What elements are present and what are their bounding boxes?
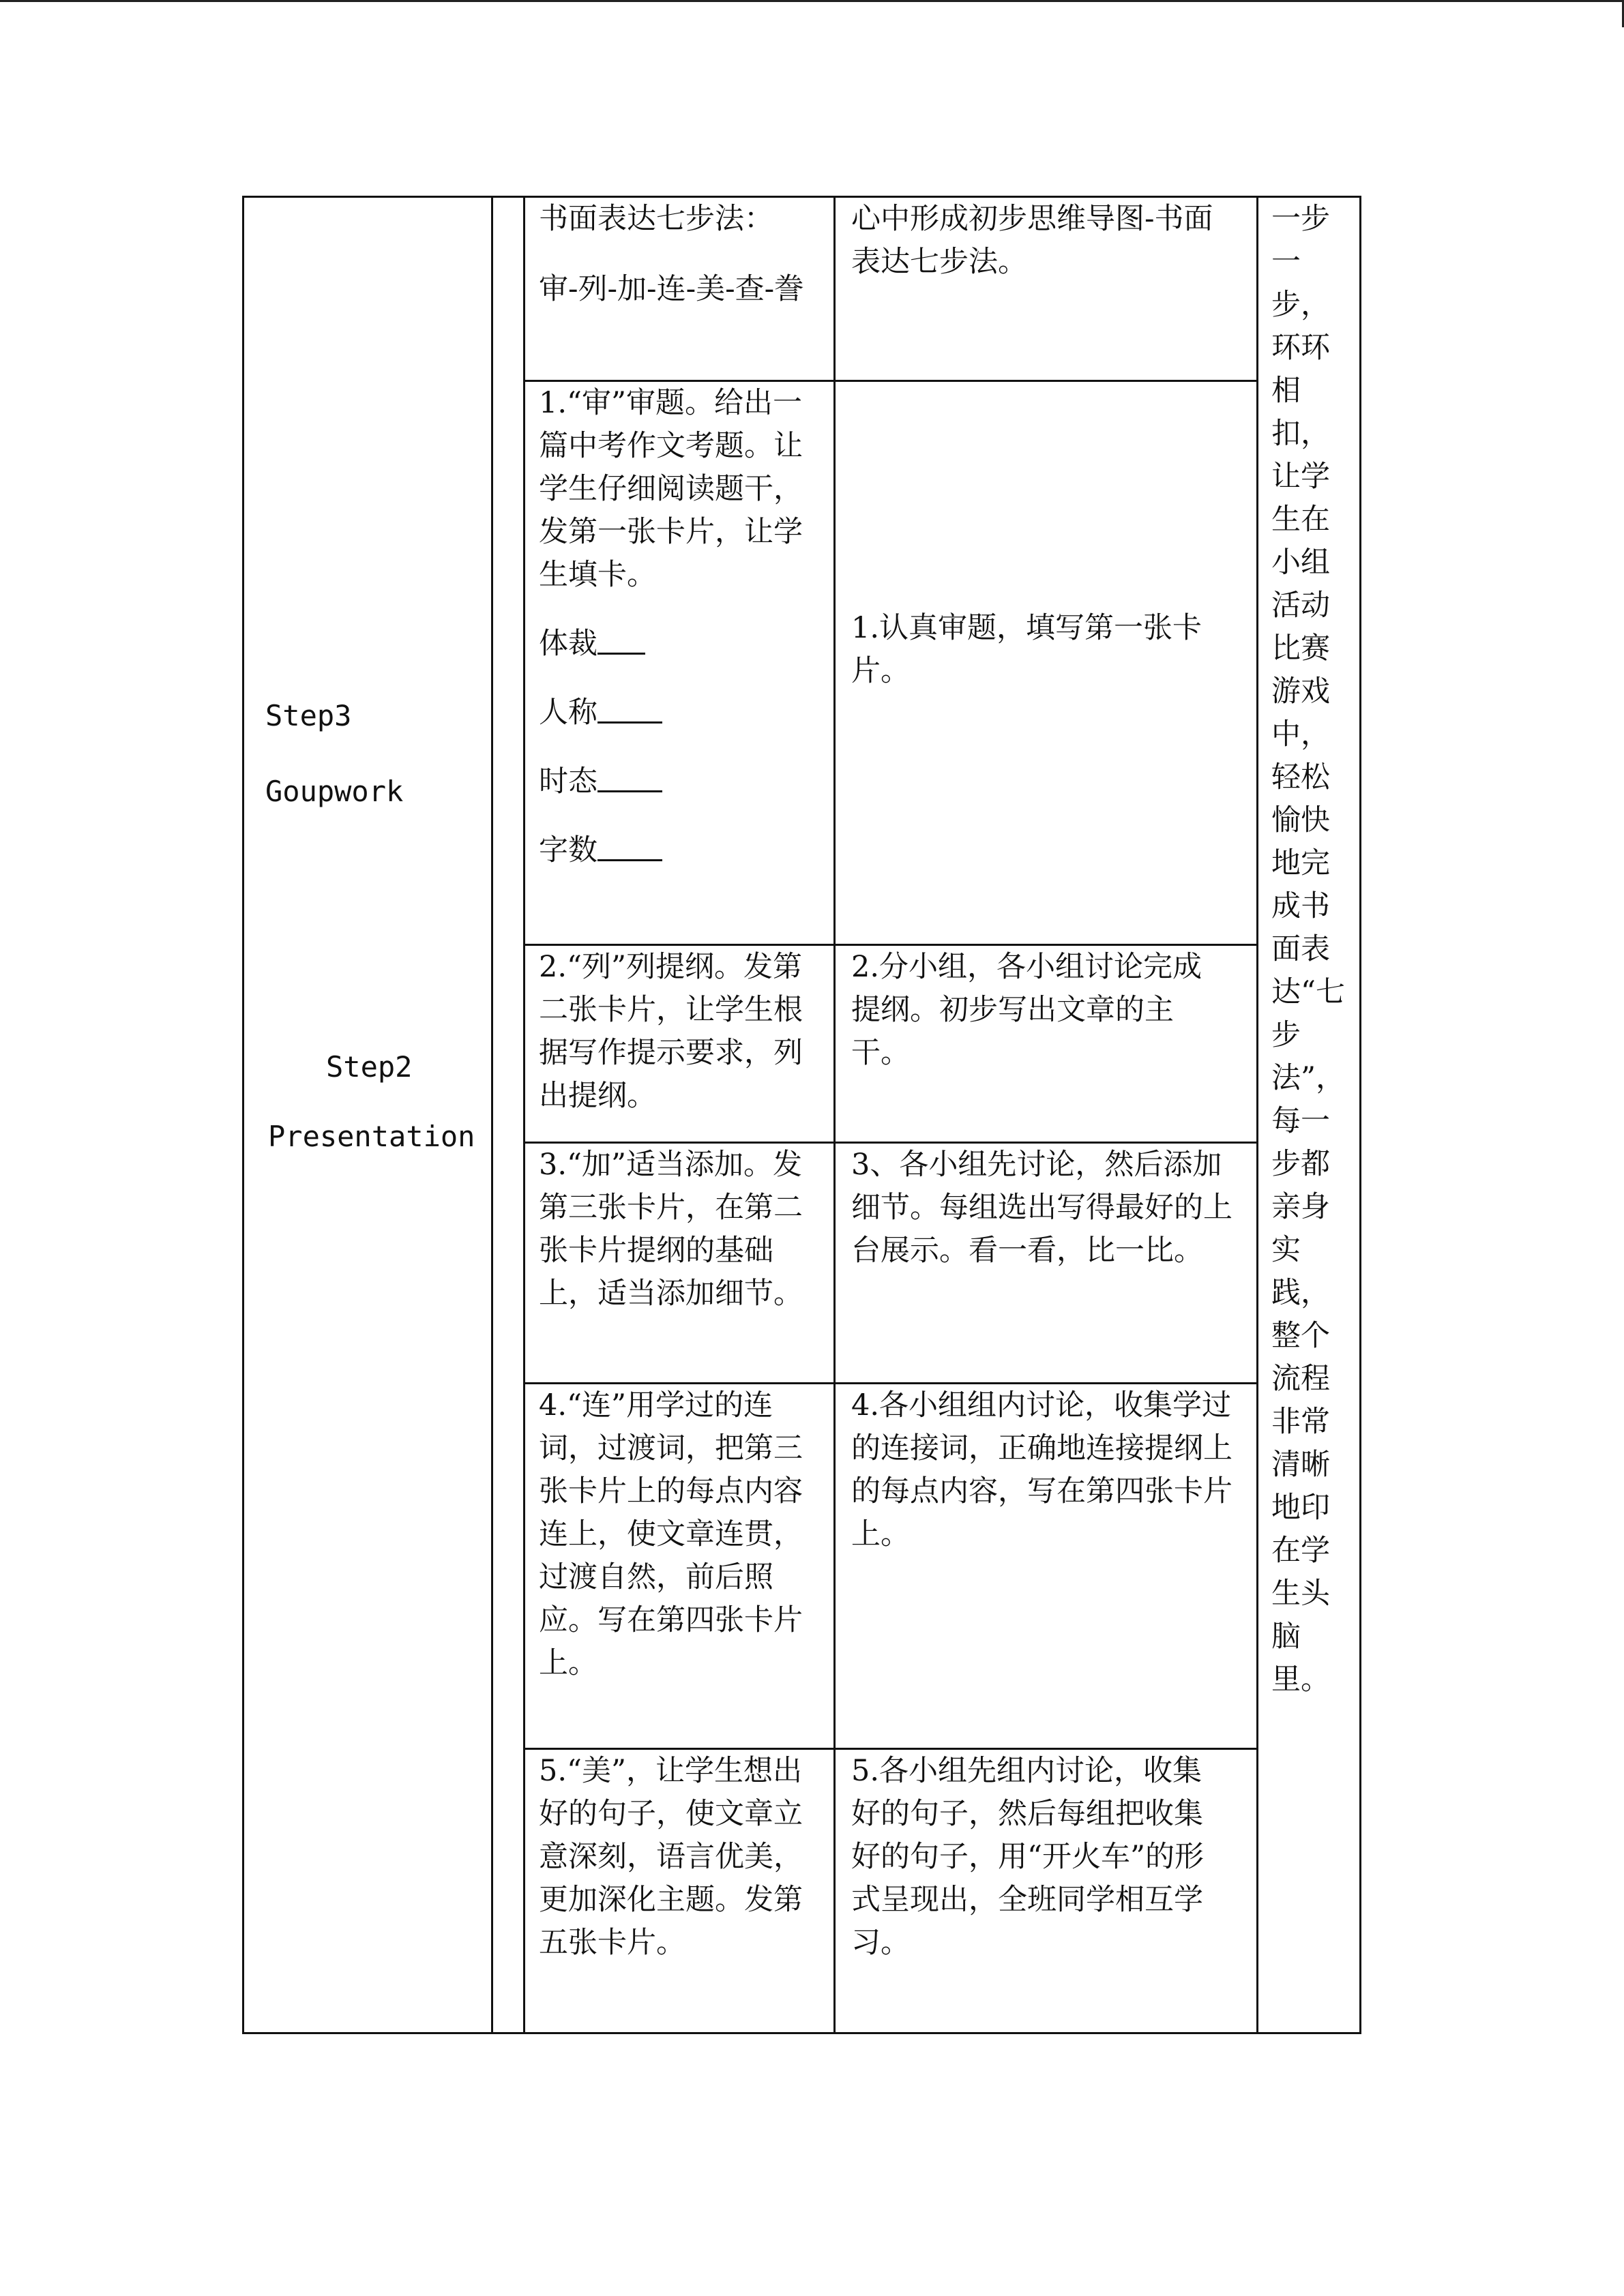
field-label: 时态	[539, 764, 597, 799]
student-activity-1: 心中形成初步思维导图-书面表达七步法。	[851, 202, 1213, 279]
table-border-right	[1359, 196, 1361, 2034]
design-remark: 一步一步，环环相扣，让学生在小组活动比赛游戏中，轻松愉快地完成书面表达“七步法”，每一步都亲身实践，整个流程非常清晰地印在学生头脑里。	[1271, 202, 1345, 1697]
table-divider-3	[833, 196, 836, 2034]
student-activity-2: 1.认真审题，填写第一张卡片。	[851, 611, 1202, 688]
field-label: 体裁	[539, 627, 597, 661]
fill-blank	[597, 829, 662, 861]
fill-blank	[597, 691, 662, 724]
fill-blank	[597, 760, 662, 792]
table-divider-4	[1256, 196, 1258, 2034]
student-activity-5: 4.各小组组内讨论，收集学过的连接词，正确地连接提纲上的每点内容，写在第四张卡片上。	[851, 1388, 1232, 1551]
student-activity-3: 2.分小组，各小组讨论完成提纲。初步写出文章的主干。	[851, 950, 1202, 1070]
field-person	[539, 691, 825, 734]
field-label: 字数	[539, 833, 597, 867]
teacher-activity-3: 2.“列”列提纲。发第二张卡片，让学生根据写作提示要求，列出提纲。	[539, 950, 803, 1113]
page-top-border	[0, 0, 1624, 2]
field-word-count	[539, 829, 825, 872]
presentation-label: Presentation	[268, 1120, 475, 1153]
goupwork-label: Goupwork	[265, 775, 404, 808]
teacher-activity-6: 5.“美”，让学生想出好的句子，使文章立意深刻，语言优美，更加深化主题。发第五张卡片。	[539, 1754, 803, 1960]
teacher-activity-4: 3.“加”适当添加。发第三张卡片，在第二张卡片提纲的基础上，适当添加细节。	[539, 1148, 803, 1311]
teacher-activity-5: 4.“连”用学过的连词，过渡词，把第三张卡片上的每点内容连上，使文章连贯，过渡自然，前后照应。写在第四张卡片上。	[539, 1388, 803, 1680]
table-divider-2	[523, 196, 525, 2034]
student-activity-4: 3、各小组先讨论，然后添加细节。每组选出写得最好的上台展示。看一看，比一比。	[851, 1148, 1232, 1268]
seven-step-title: 书面表达七步法：	[539, 202, 773, 236]
teacher-activity-1	[539, 198, 825, 311]
fill-blank	[597, 623, 645, 655]
table-divider-1	[491, 196, 493, 2034]
field-tense	[539, 760, 825, 803]
seven-step-sequence: 审-列-加-连-美-查-誊	[539, 272, 804, 306]
field-label: 人称	[539, 696, 597, 730]
table-border-bottom	[242, 2032, 1361, 2034]
step3-label: Step3	[265, 699, 352, 732]
teacher-activity-2	[539, 382, 825, 872]
step2-label: Step2	[326, 1050, 413, 1084]
student-activity-6: 5.各小组先组内讨论，收集好的句子，然后每组把收集好的句子，用“开火车”的形式呈现出，全班同学相互学习。	[851, 1754, 1204, 1960]
field-genre	[539, 623, 825, 666]
review-instruction: 1.“审”审题。给出一篇中考作文考题。让学生仔细阅读题干，发第一张卡片，让学生填卡。	[539, 386, 803, 592]
table-border-left	[242, 196, 244, 2034]
